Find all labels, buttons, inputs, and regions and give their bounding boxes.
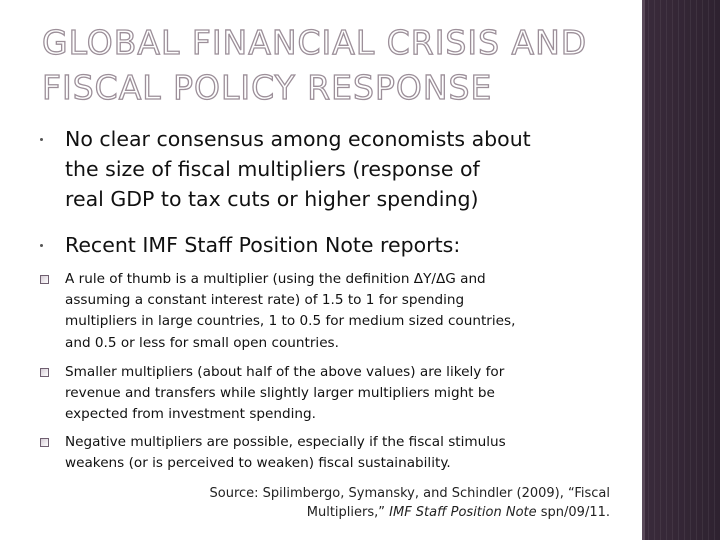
source-citation	[90, 484, 610, 522]
sidebar-edge	[642, 0, 645, 540]
main-bullet-2-text: Recent IMF Staff Position Note reports:	[65, 233, 461, 257]
sidebar-texture	[642, 0, 720, 540]
source-publication: IMF Staff Position Note	[389, 505, 537, 520]
sub-bullet-3-text: Negative multipliers are possible, especially if the fiscal stimulus weakens (or is perceived to weaken) fiscal sustainability.	[65, 434, 506, 472]
main-bullet-1-text: No clear consensus among economists about the size of fiscal multipliers (response of real GDP to tax cuts or higher spending)	[65, 127, 531, 211]
sub-bullet-1-text: A rule of thumb is a multiplier (using the definition ΔY/ΔG and assuming a constant interest rate) of 1.5 to 1 for spending multipliers in large countries, 1 to 0.5 for medium sized countries, and 0.5 or less for small open countries.	[65, 271, 516, 351]
decorative-sidebar	[642, 0, 720, 540]
source-line-1: Source: Spilimbergo, Symansky, and Schindler (2009), “Fiscal	[209, 486, 610, 501]
sub-bullet-2-text: Smaller multipliers (about half of the above values) are likely for revenue and transfers while slightly larger multipliers might be expected from investment spending.	[65, 364, 505, 423]
title-line-1: GLOBAL FINANCIAL CRISIS AND	[42, 23, 588, 62]
bullet-dot-icon	[40, 138, 43, 141]
title-line-2: FISCAL POLICY RESPONSE	[42, 68, 493, 107]
source-line-2: Multipliers,” IMF Staff Position Note spn/09/11.	[306, 505, 610, 520]
bullet-dot-icon	[40, 244, 43, 247]
checkbox-bullet-icon	[40, 275, 49, 284]
checkbox-bullet-icon	[40, 438, 49, 447]
checkbox-bullet-icon	[40, 368, 49, 377]
